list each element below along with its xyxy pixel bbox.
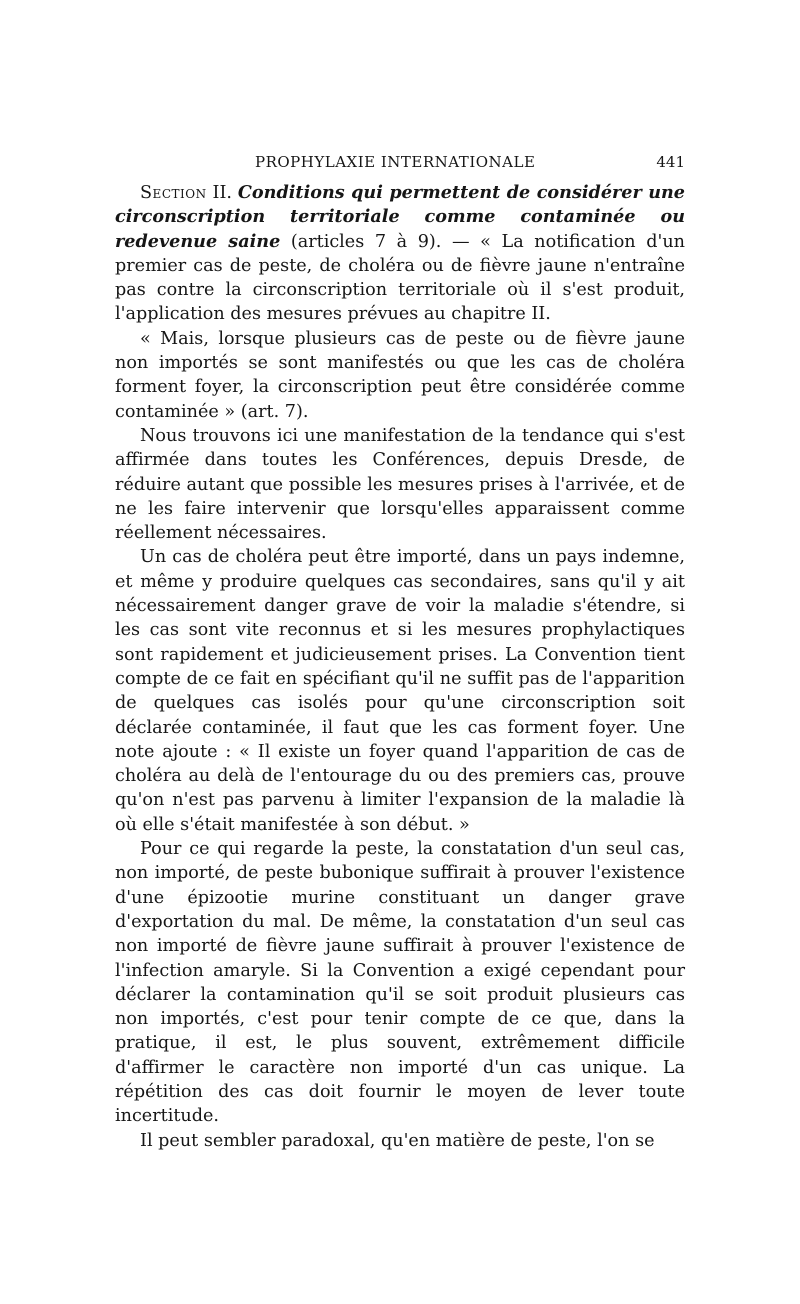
page xyxy=(115,153,685,1153)
section-paragraph xyxy=(115,181,685,327)
section-title: Conditions qui permettent de considérer une circonscription territoriale comme contaminée ou redevenue saine xyxy=(115,182,685,252)
paragraph-1: « Mais, lorsque plusieurs cas de peste ou de fièvre jaune non importés se sont manifestés ou que les cas de choléra forment foyer, la circonscription peut être considérée comme contaminée » (art. 7). xyxy=(115,328,685,422)
section-number: II. xyxy=(206,183,238,203)
page-number: 441 xyxy=(656,153,685,171)
paragraph-2: Nous trouvons ici une manifestation de la tendance qui s'est affirmée dans toutes les Conférences, depuis Dresde, de réduire autant que possible les mesures prises à l'arrivée, et de ne les faire intervenir que lorsqu'elles apparaissent comme réellement nécessaires. xyxy=(115,425,685,544)
paragraph-4: Pour ce qui regarde la peste, la constatation d'un seul cas, non importé, de peste bubonique suffirait à prouver l'existence d'une épizootie murine constituant un danger grave d'exportation du mal. De même, la constatation d'un seul cas non importé de fièvre jaune suffirait à prouver l'existence de l'infection amaryle. Si la Convention a exigé cependant pour déclarer la contamination qu'il se soit produit plusieurs cas non importés, c'est pour tenir compte de ce que, dans la pratique, il est, le plus souvent, extrêmement difficile d'affirmer le caractère non importé d'un cas unique. La répétition des cas doit fournir le moyen de lever toute incertitude. xyxy=(115,839,685,1127)
section-articles: (articles 7 à 9). — « La notification d'un premier cas de peste, de choléra ou de fièvre jaune n'entraîne pas contre la circonscription territoriale où il s'est produit, l'application des mesures prévues au chapitre II. xyxy=(115,231,685,325)
running-header xyxy=(115,153,685,171)
paragraph-3: Un cas de choléra peut être importé, dans un pays indemne, et même y produire quelques cas secondaires, sans qu'il y ait nécessairement danger grave de voir la maladie s'étendre, si les cas sont vite reconnus et si les mesures prophylactiques sont rapidement et judicieusement prises. La Convention tient compte de ce fait en spécifiant qu'il ne suffit pas de l'apparition de quelques cas isolés pour qu'une circonscription soit déclarée contaminée, il faut que les cas forment foyer. Une note ajoute : « Il existe un foyer quand l'apparition de cas de choléra au delà de l'entourage du ou des premiers cas, prouve qu'on n'est pas parvenu à limiter l'expansion de la maladie là où elle s'était manifestée à son début. » xyxy=(115,547,685,835)
running-title: PROPHYLAXIE INTERNATIONALE xyxy=(255,153,536,171)
paragraph-5: Il peut sembler paradoxal, qu'en matière de peste, l'on se xyxy=(140,1130,655,1151)
section-label: Section xyxy=(140,183,207,203)
